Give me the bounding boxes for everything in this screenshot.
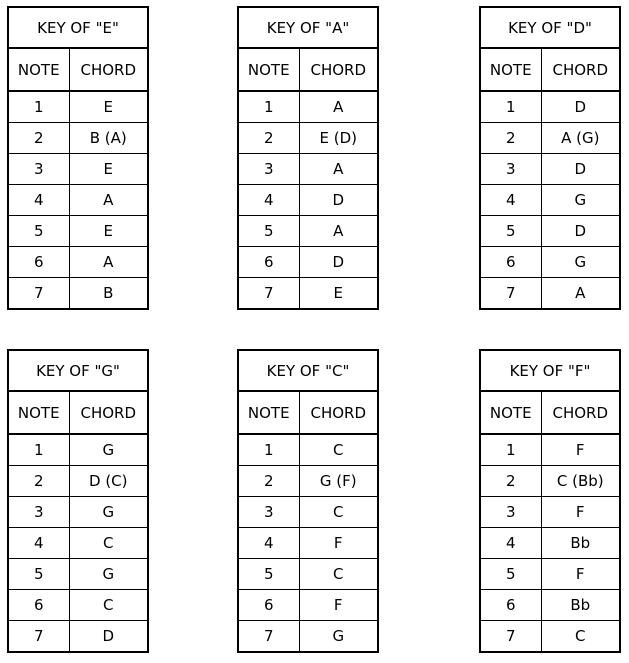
chord-header: CHORD bbox=[299, 391, 378, 434]
key-title: KEY OF "C" bbox=[238, 350, 378, 391]
table-row bbox=[480, 434, 620, 466]
chord-cell: E bbox=[69, 154, 148, 185]
table-row bbox=[238, 497, 378, 528]
note-cell: 6 bbox=[480, 590, 541, 621]
note-header: NOTE bbox=[8, 48, 69, 91]
note-cell: 2 bbox=[238, 466, 299, 497]
table-row bbox=[8, 434, 148, 466]
chord-cell: D bbox=[541, 91, 620, 123]
chord-header: CHORD bbox=[299, 48, 378, 91]
table-row bbox=[480, 123, 620, 154]
chord-cell: F bbox=[541, 559, 620, 590]
note-cell: 4 bbox=[480, 528, 541, 559]
table-row bbox=[8, 216, 148, 247]
note-cell: 6 bbox=[238, 247, 299, 278]
note-cell: 6 bbox=[8, 590, 69, 621]
chord-header: CHORD bbox=[541, 391, 620, 434]
chord-cell: G bbox=[69, 434, 148, 466]
key-title: KEY OF "E" bbox=[8, 7, 148, 48]
note-cell: 5 bbox=[238, 559, 299, 590]
table-row bbox=[8, 621, 148, 653]
note-header: NOTE bbox=[480, 391, 541, 434]
chord-cell: F bbox=[299, 528, 378, 559]
table-row bbox=[238, 154, 378, 185]
note-cell: 2 bbox=[8, 123, 69, 154]
note-cell: 4 bbox=[8, 528, 69, 559]
key-table-2 bbox=[479, 6, 621, 310]
chord-cell: F bbox=[541, 434, 620, 466]
note-header: NOTE bbox=[238, 48, 299, 91]
note-cell: 5 bbox=[480, 216, 541, 247]
key-title: KEY OF "F" bbox=[480, 350, 620, 391]
chord-cell: C bbox=[299, 434, 378, 466]
table-row bbox=[8, 497, 148, 528]
table-row bbox=[480, 621, 620, 653]
note-cell: 6 bbox=[480, 247, 541, 278]
table-row bbox=[238, 123, 378, 154]
chord-cell: G (F) bbox=[299, 466, 378, 497]
chord-cell: D bbox=[299, 247, 378, 278]
note-cell: 5 bbox=[8, 216, 69, 247]
chord-cell: C (Bb) bbox=[541, 466, 620, 497]
note-cell: 4 bbox=[480, 185, 541, 216]
table-row bbox=[238, 247, 378, 278]
table-row bbox=[238, 216, 378, 247]
table-row bbox=[238, 590, 378, 621]
chord-cell: E bbox=[69, 216, 148, 247]
note-cell: 3 bbox=[8, 154, 69, 185]
note-cell: 4 bbox=[238, 528, 299, 559]
chord-cell: G bbox=[541, 185, 620, 216]
table-row bbox=[8, 91, 148, 123]
note-header: NOTE bbox=[8, 391, 69, 434]
chord-header: CHORD bbox=[541, 48, 620, 91]
note-cell: 2 bbox=[480, 466, 541, 497]
table-row bbox=[8, 185, 148, 216]
table-row bbox=[480, 91, 620, 123]
key-table-3 bbox=[7, 349, 149, 653]
chord-cell: A bbox=[299, 91, 378, 123]
note-cell: 1 bbox=[480, 91, 541, 123]
chord-cell: D bbox=[541, 154, 620, 185]
note-cell: 3 bbox=[480, 154, 541, 185]
note-cell: 7 bbox=[8, 621, 69, 653]
note-cell: 2 bbox=[238, 123, 299, 154]
chord-header: CHORD bbox=[69, 48, 148, 91]
key-table-0 bbox=[7, 6, 149, 310]
note-cell: 4 bbox=[238, 185, 299, 216]
note-cell: 7 bbox=[8, 278, 69, 310]
note-cell: 1 bbox=[480, 434, 541, 466]
note-header: NOTE bbox=[238, 391, 299, 434]
note-cell: 6 bbox=[238, 590, 299, 621]
note-header: NOTE bbox=[480, 48, 541, 91]
chord-cell: B bbox=[69, 278, 148, 310]
chord-cell: E (D) bbox=[299, 123, 378, 154]
note-cell: 5 bbox=[8, 559, 69, 590]
table-row bbox=[480, 247, 620, 278]
table-row bbox=[8, 247, 148, 278]
note-cell: 1 bbox=[238, 91, 299, 123]
note-cell: 7 bbox=[238, 621, 299, 653]
chord-cell: D (C) bbox=[69, 466, 148, 497]
key-table-1 bbox=[237, 6, 379, 310]
table-row bbox=[238, 559, 378, 590]
chord-cell: Bb bbox=[541, 528, 620, 559]
chord-cell: A bbox=[299, 154, 378, 185]
chord-header: CHORD bbox=[69, 391, 148, 434]
chord-cell: E bbox=[299, 278, 378, 310]
table-row bbox=[238, 91, 378, 123]
table-row bbox=[238, 621, 378, 653]
note-cell: 3 bbox=[8, 497, 69, 528]
key-table-4 bbox=[237, 349, 379, 653]
note-cell: 1 bbox=[8, 91, 69, 123]
chord-cell: A bbox=[541, 278, 620, 310]
table-row bbox=[238, 278, 378, 310]
note-cell: 1 bbox=[8, 434, 69, 466]
table-row bbox=[8, 590, 148, 621]
note-cell: 3 bbox=[480, 497, 541, 528]
chord-cell: C bbox=[299, 559, 378, 590]
chord-cell: A (G) bbox=[541, 123, 620, 154]
note-cell: 3 bbox=[238, 497, 299, 528]
note-cell: 2 bbox=[8, 466, 69, 497]
chord-cell: A bbox=[299, 216, 378, 247]
note-cell: 7 bbox=[480, 621, 541, 653]
table-row bbox=[480, 154, 620, 185]
table-row bbox=[480, 466, 620, 497]
table-row bbox=[8, 123, 148, 154]
chord-cell: E bbox=[69, 91, 148, 123]
table-row bbox=[8, 528, 148, 559]
table-row bbox=[238, 528, 378, 559]
chord-cell: B (A) bbox=[69, 123, 148, 154]
chord-cell: G bbox=[541, 247, 620, 278]
note-cell: 3 bbox=[238, 154, 299, 185]
note-cell: 6 bbox=[8, 247, 69, 278]
table-row bbox=[8, 278, 148, 310]
table-row bbox=[480, 559, 620, 590]
chord-cell: A bbox=[69, 185, 148, 216]
key-title: KEY OF "D" bbox=[480, 7, 620, 48]
table-row bbox=[480, 528, 620, 559]
chord-cell: Bb bbox=[541, 590, 620, 621]
chord-cell: D bbox=[541, 216, 620, 247]
chord-cell: D bbox=[299, 185, 378, 216]
chord-cell: C bbox=[69, 590, 148, 621]
chord-cell: G bbox=[69, 559, 148, 590]
table-row bbox=[480, 497, 620, 528]
table-row bbox=[8, 559, 148, 590]
chord-cell: C bbox=[299, 497, 378, 528]
note-cell: 7 bbox=[238, 278, 299, 310]
table-row bbox=[8, 466, 148, 497]
note-cell: 4 bbox=[8, 185, 69, 216]
table-row bbox=[480, 278, 620, 310]
chord-cell: C bbox=[69, 528, 148, 559]
chord-cell: D bbox=[69, 621, 148, 653]
table-row bbox=[8, 154, 148, 185]
chord-cell: G bbox=[299, 621, 378, 653]
chord-cell: G bbox=[69, 497, 148, 528]
note-cell: 2 bbox=[480, 123, 541, 154]
key-title: KEY OF "A" bbox=[238, 7, 378, 48]
table-row bbox=[238, 466, 378, 497]
chord-cell: F bbox=[299, 590, 378, 621]
table-row bbox=[480, 185, 620, 216]
table-row bbox=[480, 216, 620, 247]
table-row bbox=[480, 590, 620, 621]
chord-cell: A bbox=[69, 247, 148, 278]
note-cell: 5 bbox=[480, 559, 541, 590]
note-cell: 7 bbox=[480, 278, 541, 310]
chord-cell: C bbox=[541, 621, 620, 653]
table-row bbox=[238, 434, 378, 466]
note-cell: 5 bbox=[238, 216, 299, 247]
key-title: KEY OF "G" bbox=[8, 350, 148, 391]
chord-cell: F bbox=[541, 497, 620, 528]
table-row bbox=[238, 185, 378, 216]
key-table-5 bbox=[479, 349, 621, 653]
note-cell: 1 bbox=[238, 434, 299, 466]
